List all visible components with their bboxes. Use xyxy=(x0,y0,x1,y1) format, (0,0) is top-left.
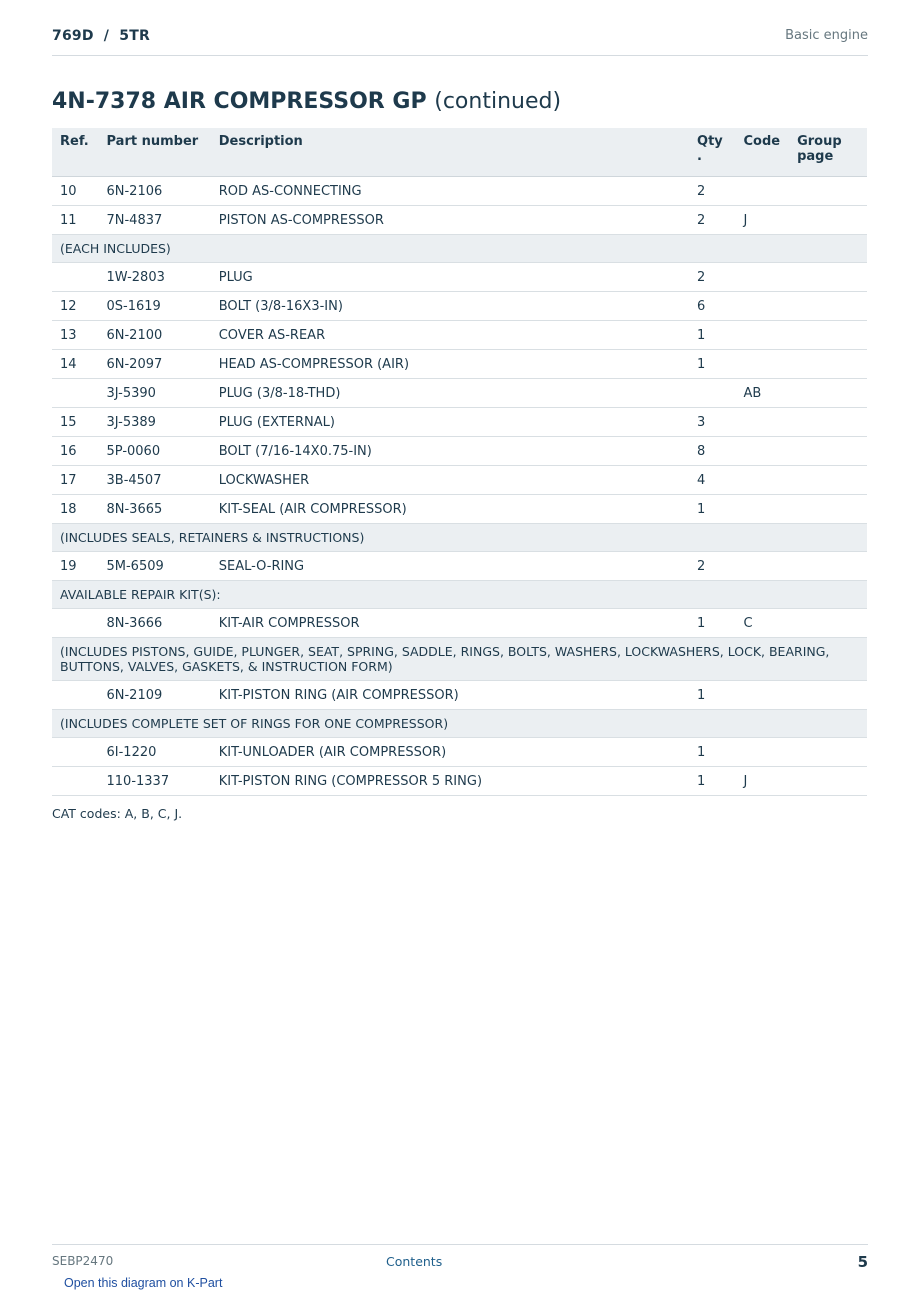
description-cell: KIT-UNLOADER (AIR COMPRESSOR) xyxy=(211,738,689,767)
group-page-cell xyxy=(789,738,867,767)
ref-cell: 19 xyxy=(52,552,99,581)
table-row xyxy=(52,738,867,767)
code-cell xyxy=(736,738,790,767)
description-cell: KIT-SEAL (AIR COMPRESSOR) xyxy=(211,495,689,524)
code-cell xyxy=(736,350,790,379)
table-row xyxy=(52,177,867,206)
qty-cell: 2 xyxy=(689,263,736,292)
code-cell xyxy=(736,177,790,206)
part-number-cell: 7N-4837 xyxy=(99,206,211,235)
description-cell: KIT-PISTON RING (AIR COMPRESSOR) xyxy=(211,681,689,710)
description-cell: HEAD AS-COMPRESSOR (AIR) xyxy=(211,350,689,379)
section-label: Basic engine xyxy=(785,28,868,43)
contents-link[interactable]: Contents xyxy=(386,1254,443,1269)
part-number-cell: 6N-2097 xyxy=(99,350,211,379)
table-row xyxy=(52,408,867,437)
part-number-cell: 3J-5389 xyxy=(99,408,211,437)
description-cell: PLUG (EXTERNAL) xyxy=(211,408,689,437)
qty-cell: 2 xyxy=(689,177,736,206)
description-cell: PISTON AS-COMPRESSOR xyxy=(211,206,689,235)
table-row xyxy=(52,767,867,796)
col-header-code: Code xyxy=(736,128,790,177)
group-page-cell xyxy=(789,681,867,710)
ref-cell xyxy=(52,681,99,710)
note-text: AVAILABLE REPAIR KIT(S): xyxy=(52,581,867,609)
code-cell xyxy=(736,408,790,437)
ref-cell xyxy=(52,609,99,638)
description-cell: KIT-AIR COMPRESSOR xyxy=(211,609,689,638)
table-row xyxy=(52,552,867,581)
table-row xyxy=(52,379,867,408)
description-cell: LOCKWASHER xyxy=(211,466,689,495)
code-cell xyxy=(736,495,790,524)
group-page-cell xyxy=(789,552,867,581)
ref-cell: 13 xyxy=(52,321,99,350)
code-cell xyxy=(736,263,790,292)
group-page-cell xyxy=(789,437,867,466)
description-cell: BOLT (3/8-16X3-IN) xyxy=(211,292,689,321)
group-page-cell xyxy=(789,379,867,408)
ref-cell: 15 xyxy=(52,408,99,437)
ref-cell xyxy=(52,738,99,767)
title-suffix: (continued) xyxy=(434,89,562,114)
table-row xyxy=(52,681,867,710)
note-text: (EACH INCLUDES) xyxy=(52,235,867,263)
code-cell: J xyxy=(736,767,790,796)
code-cell xyxy=(736,552,790,581)
table-row xyxy=(52,263,867,292)
part-number-cell: 3J-5390 xyxy=(99,379,211,408)
qty-cell: 1 xyxy=(689,495,736,524)
ref-cell xyxy=(52,263,99,292)
code-cell xyxy=(736,466,790,495)
group-page-cell xyxy=(789,408,867,437)
qty-cell: 1 xyxy=(689,321,736,350)
part-number-cell: 5P-0060 xyxy=(99,437,211,466)
document-id: SEBP2470 xyxy=(52,1254,114,1268)
qty-cell: 1 xyxy=(689,681,736,710)
group-page-cell xyxy=(789,206,867,235)
table-row xyxy=(52,466,867,495)
description-cell: PLUG xyxy=(211,263,689,292)
qty-cell: 6 xyxy=(689,292,736,321)
note-row xyxy=(52,638,867,681)
description-cell: COVER AS-REAR xyxy=(211,321,689,350)
part-number-cell: 6N-2100 xyxy=(99,321,211,350)
qty-cell: 2 xyxy=(689,552,736,581)
code-cell xyxy=(736,292,790,321)
table-header-row xyxy=(52,128,867,177)
ref-cell: 10 xyxy=(52,177,99,206)
description-cell: PLUG (3/8-18-THD) xyxy=(211,379,689,408)
table-row xyxy=(52,292,867,321)
description-cell: SEAL-O-RING xyxy=(211,552,689,581)
part-number-cell: 3B-4507 xyxy=(99,466,211,495)
ref-cell: 16 xyxy=(52,437,99,466)
table-row xyxy=(52,437,867,466)
description-cell: ROD AS-CONNECTING xyxy=(211,177,689,206)
part-number-cell: 8N-3666 xyxy=(99,609,211,638)
group-page-cell xyxy=(789,263,867,292)
col-header-part-number: Part number xyxy=(99,128,211,177)
parts-table-body xyxy=(52,177,867,796)
note-row xyxy=(52,581,867,609)
page-footer xyxy=(52,1244,868,1275)
col-header-group-page: Group page xyxy=(789,128,867,177)
part-number-cell: 6N-2109 xyxy=(99,681,211,710)
table-row xyxy=(52,350,867,379)
qty-cell: 4 xyxy=(689,466,736,495)
code-cell xyxy=(736,437,790,466)
part-number-cell: 6I-1220 xyxy=(99,738,211,767)
qty-cell: 2 xyxy=(689,206,736,235)
page-number: 5 xyxy=(857,1253,868,1271)
qty-cell: 3 xyxy=(689,408,736,437)
note-text: (INCLUDES PISTONS, GUIDE, PLUNGER, SEAT, SPRING, SADDLE, RINGS, BOLTS, WASHERS, LOCKWASHERS, LOCK, BEARING, BUTTONS, VALVES, GASKETS, & INSTRUCTION FORM) xyxy=(52,638,867,681)
qty-cell: 1 xyxy=(689,609,736,638)
qty-cell xyxy=(689,379,736,408)
page-header xyxy=(52,28,868,56)
qty-cell: 8 xyxy=(689,437,736,466)
group-page-cell xyxy=(789,495,867,524)
qty-cell: 1 xyxy=(689,738,736,767)
group-page-cell xyxy=(789,177,867,206)
note-row xyxy=(52,235,867,263)
table-row xyxy=(52,321,867,350)
group-page-cell xyxy=(789,609,867,638)
parts-table xyxy=(52,128,867,796)
part-number-cell: 1W-2803 xyxy=(99,263,211,292)
ref-cell xyxy=(52,767,99,796)
description-cell: BOLT (7/16-14X0.75-IN) xyxy=(211,437,689,466)
model-label: 769D / 5TR xyxy=(52,28,150,44)
ref-cell: 11 xyxy=(52,206,99,235)
table-row xyxy=(52,495,867,524)
ref-cell: 12 xyxy=(52,292,99,321)
group-page-cell xyxy=(789,321,867,350)
part-number-cell: 6N-2106 xyxy=(99,177,211,206)
note-row xyxy=(52,710,867,738)
group-page-cell xyxy=(789,466,867,495)
code-cell: J xyxy=(736,206,790,235)
code-cell xyxy=(736,681,790,710)
code-cell: C xyxy=(736,609,790,638)
group-page-cell xyxy=(789,292,867,321)
description-cell: KIT-PISTON RING (COMPRESSOR 5 RING) xyxy=(211,767,689,796)
title-main: 4N-7378 AIR COMPRESSOR GP xyxy=(52,89,427,114)
col-header-description: Description xyxy=(211,128,689,177)
page-title xyxy=(52,89,561,114)
code-cell: AB xyxy=(736,379,790,408)
note-text: (INCLUDES SEALS, RETAINERS & INSTRUCTIONS) xyxy=(52,524,867,552)
part-number-cell: 0S-1619 xyxy=(99,292,211,321)
ref-cell: 18 xyxy=(52,495,99,524)
part-number-cell: 5M-6509 xyxy=(99,552,211,581)
table-row xyxy=(52,609,867,638)
qty-cell: 1 xyxy=(689,350,736,379)
kpart-diagram-link[interactable]: Open this diagram on K-Part xyxy=(64,1276,223,1290)
col-header-qty: Qty . xyxy=(689,128,736,177)
cat-codes-note: CAT codes: A, B, C, J. xyxy=(52,806,183,821)
part-number-cell: 110-1337 xyxy=(99,767,211,796)
ref-cell: 14 xyxy=(52,350,99,379)
table-row xyxy=(52,206,867,235)
code-cell xyxy=(736,321,790,350)
col-header-ref: Ref. xyxy=(52,128,99,177)
ref-cell xyxy=(52,379,99,408)
note-row xyxy=(52,524,867,552)
qty-cell: 1 xyxy=(689,767,736,796)
group-page-cell xyxy=(789,767,867,796)
note-text: (INCLUDES COMPLETE SET OF RINGS FOR ONE COMPRESSOR) xyxy=(52,710,867,738)
part-number-cell: 8N-3665 xyxy=(99,495,211,524)
ref-cell: 17 xyxy=(52,466,99,495)
group-page-cell xyxy=(789,350,867,379)
